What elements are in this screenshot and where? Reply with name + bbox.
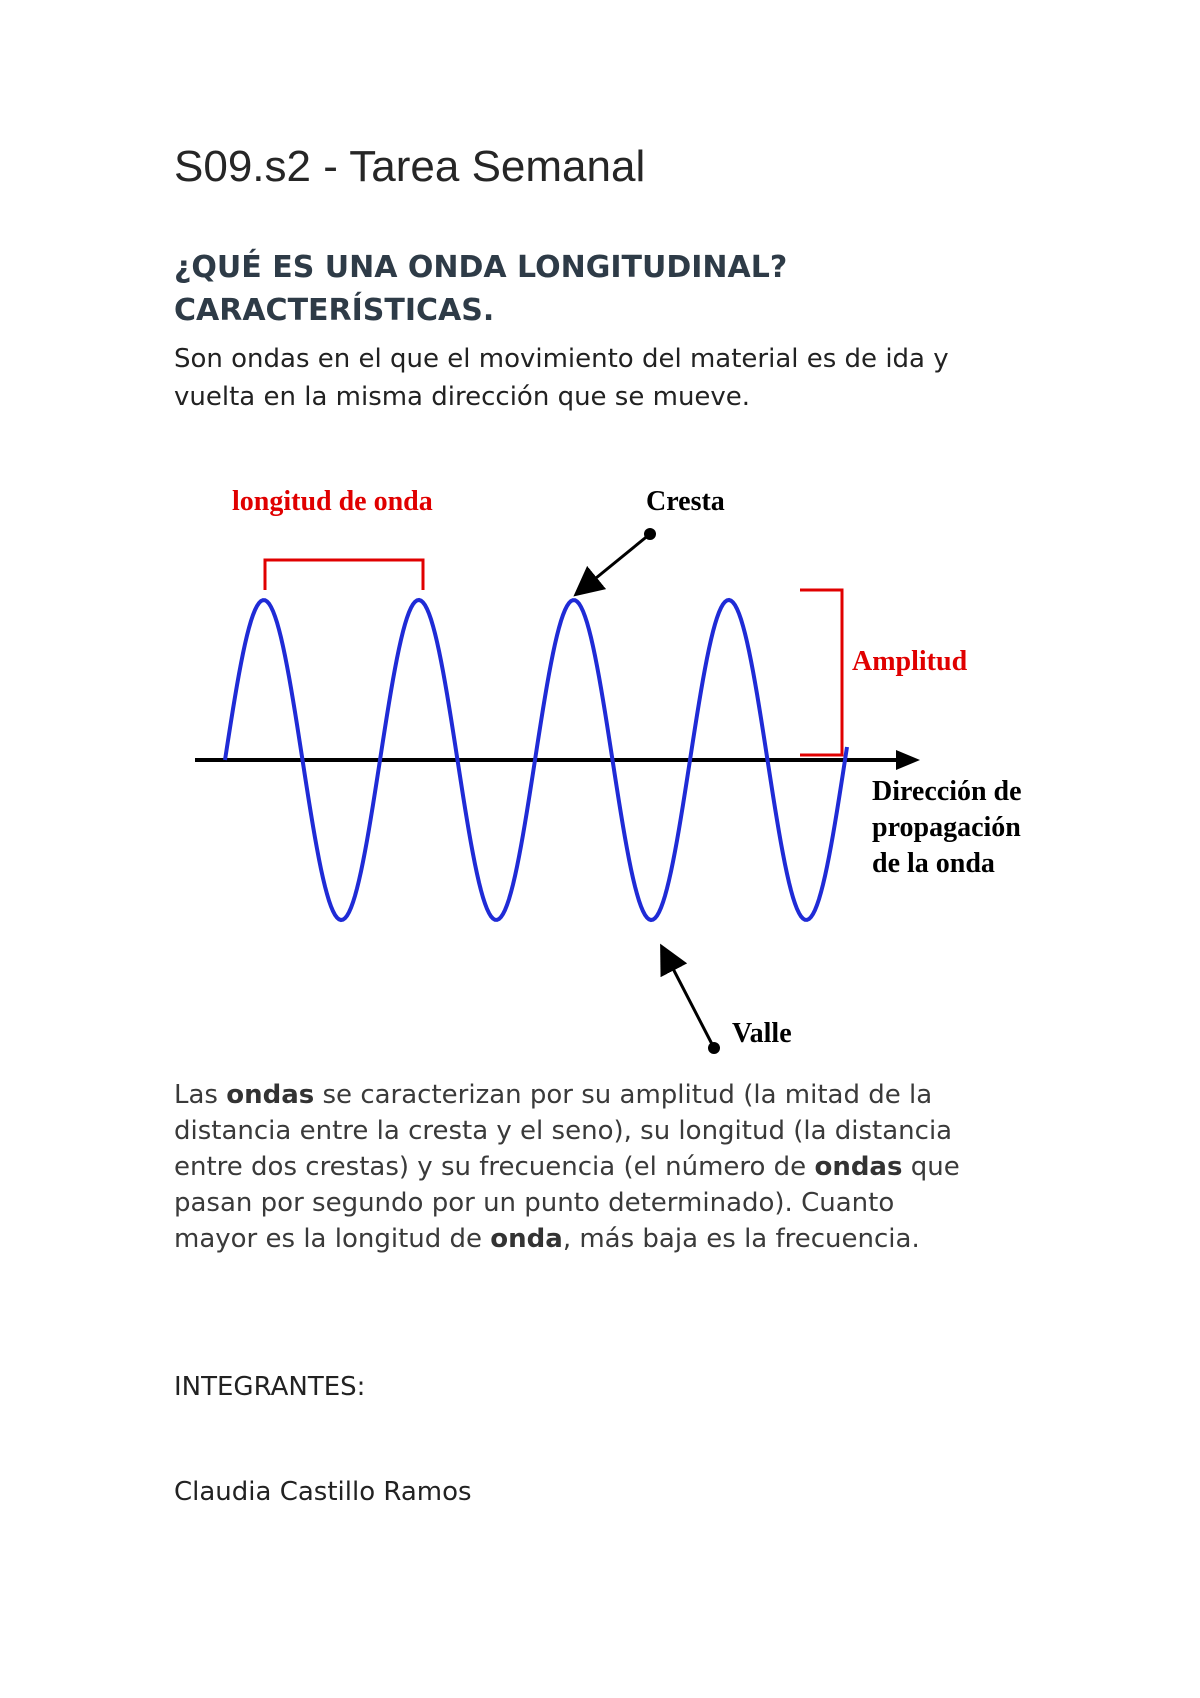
members-label: INTEGRANTES: (174, 1372, 366, 1402)
description-line-3 (174, 1149, 1094, 1185)
text-run: se caracterizan por su amplitud (la mitad de la (314, 1080, 933, 1110)
document-title: S09.s2 - Tarea Semanal (174, 142, 646, 191)
description-line-1 (174, 1077, 1094, 1113)
text-run: entre dos crestas) y su frecuencia (el número de (174, 1152, 815, 1182)
crest-label: Cresta (646, 486, 725, 517)
member-name: Claudia Castillo Ramos (174, 1477, 472, 1507)
text-run: , más baja es la frecuencia. (562, 1224, 920, 1254)
crest-arrow (585, 534, 650, 587)
text-run: Las (174, 1080, 227, 1110)
intro-paragraph (174, 340, 1074, 416)
trough-arrow (667, 957, 714, 1048)
direction-label-line-3: de la onda (872, 848, 995, 879)
trough-label: Valle (732, 1018, 792, 1049)
description-line-4: pasan por segundo por un punto determinado). Cuanto (174, 1188, 895, 1218)
bold-term: onda (490, 1224, 563, 1254)
direction-label-line-1: Dirección de (872, 776, 1022, 807)
direction-label-line-2: propagación (872, 812, 1021, 843)
section-heading-line-1: ¿QUÉ ES UNA ONDA LONGITUDINAL? (174, 250, 788, 285)
description-paragraph (174, 1077, 1094, 1257)
text-run: mayor es la longitud de (174, 1224, 491, 1254)
amplitude-label: Amplitud (852, 646, 968, 677)
wavelength-bracket (265, 560, 423, 590)
intro-line-2: vuelta en la misma dirección que se mueve. (174, 382, 751, 412)
description-line-2: distancia entre la cresta y el seno), su longitud (la distancia (174, 1116, 953, 1146)
wave-diagram (180, 470, 1060, 1070)
wavelength-label: longitud de onda (232, 486, 433, 517)
text-run: que (902, 1152, 960, 1182)
amplitude-bracket (800, 590, 842, 755)
intro-line-1: Son ondas en el que el movimiento del material es de ida y (174, 344, 949, 374)
axis-arrowhead (896, 750, 920, 770)
section-heading (174, 246, 1074, 332)
bold-term: ondas (226, 1080, 315, 1110)
section-heading-line-2: CARACTERÍSTICAS. (174, 293, 495, 328)
bold-term: ondas (814, 1152, 903, 1182)
trough-pointer-dot (708, 1042, 720, 1054)
description-line-5 (174, 1221, 1094, 1257)
